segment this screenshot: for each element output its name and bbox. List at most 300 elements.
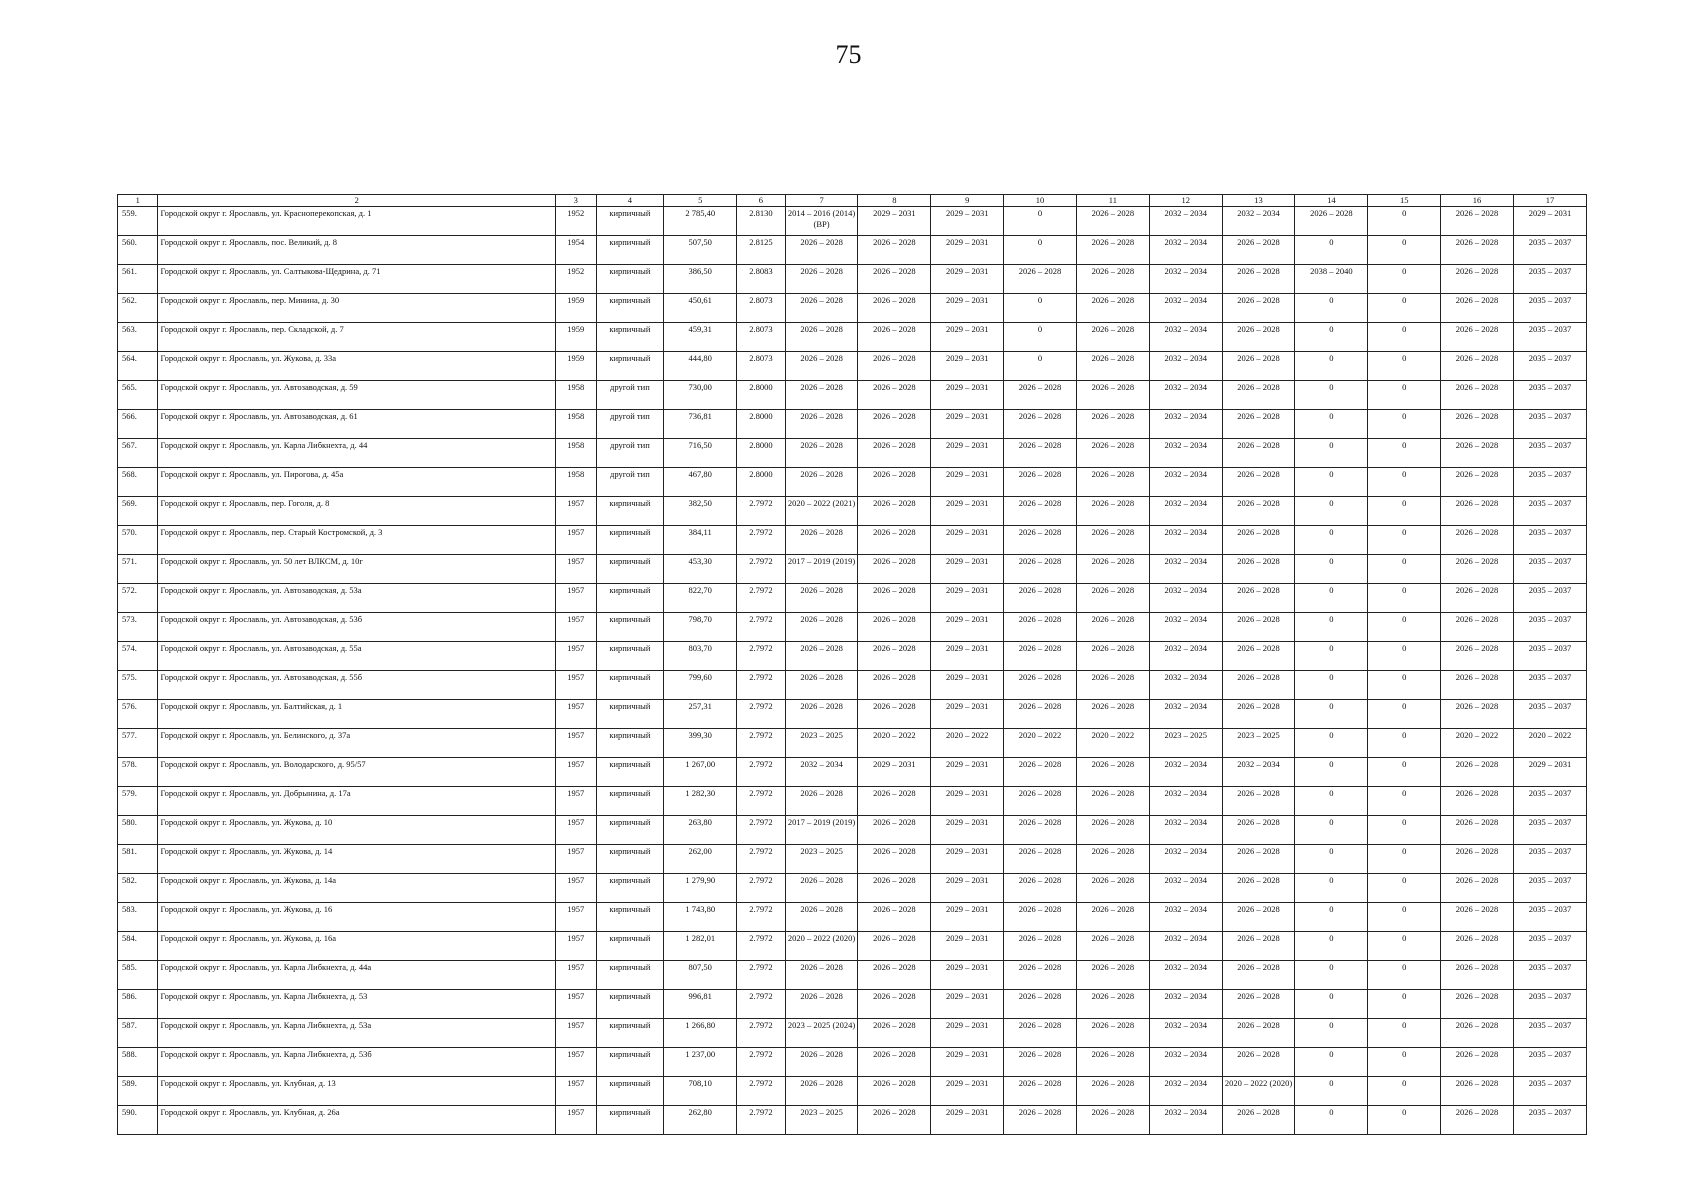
table-cell: 2032 – 2034: [785, 758, 858, 787]
address-cell: Городской округ г. Ярославль, ул. Белинского, д. 37а: [158, 729, 556, 758]
table-cell: 2029 – 2031: [931, 787, 1004, 816]
table-cell: 2026 – 2028: [785, 961, 858, 990]
table-row: [118, 265, 1587, 294]
table-cell: 2026 – 2028: [1076, 1019, 1149, 1048]
table-cell: 2020 – 2022: [1076, 729, 1149, 758]
table-cell: 1957: [556, 932, 596, 961]
row-number-cell: 565.: [118, 381, 158, 410]
table-cell: 2032 – 2034: [1149, 845, 1222, 874]
table-cell: 2026 – 2028: [785, 874, 858, 903]
table-cell: 1957: [556, 845, 596, 874]
table-cell: 2026 – 2028: [858, 932, 931, 961]
table-cell: 2032 – 2034: [1149, 903, 1222, 932]
table-cell: 2026 – 2028: [785, 294, 858, 323]
table-cell: 807,50: [664, 961, 737, 990]
column-header-11: 11: [1076, 195, 1149, 207]
table-cell: 0: [1004, 207, 1077, 236]
table-cell: 2029 – 2031: [931, 816, 1004, 845]
address-cell: Городской округ г. Ярославль, пос. Великий, д. 8: [158, 236, 556, 265]
table-cell: 1958: [556, 439, 596, 468]
table-cell: 2026 – 2028: [1076, 961, 1149, 990]
table-cell: кирпичный: [596, 207, 664, 236]
table-cell: 2032 – 2034: [1222, 207, 1295, 236]
table-cell: 2020 – 2022 (2020): [1222, 1077, 1295, 1106]
table-cell: 0: [1368, 874, 1441, 903]
table-cell: 2026 – 2028: [1222, 816, 1295, 845]
table-cell: 1 282,01: [664, 932, 737, 961]
address-cell: Городской округ г. Ярославль, ул. Автозаводская, д. 55б: [158, 671, 556, 700]
table-cell: кирпичный: [596, 903, 664, 932]
table-cell: 2.7972: [737, 497, 786, 526]
table-cell: 2038 – 2040: [1295, 265, 1368, 294]
table-cell: 0: [1368, 323, 1441, 352]
table-cell: другой тип: [596, 468, 664, 497]
table-cell: 716,50: [664, 439, 737, 468]
table-cell: 2026 – 2028: [1222, 787, 1295, 816]
table-cell: 2026 – 2028: [1441, 207, 1514, 236]
table-cell: 2026 – 2028: [1004, 874, 1077, 903]
table-cell: 2032 – 2034: [1149, 1106, 1222, 1135]
table-cell: 2029 – 2031: [858, 207, 931, 236]
table-cell: 453,30: [664, 555, 737, 584]
table-cell: 0: [1368, 468, 1441, 497]
table-cell: 2032 – 2034: [1149, 758, 1222, 787]
column-header-15: 15: [1368, 195, 1441, 207]
table-cell: кирпичный: [596, 236, 664, 265]
table-cell: 2035 – 2037: [1513, 584, 1586, 613]
table-cell: 2029 – 2031: [931, 845, 1004, 874]
table-cell: 2026 – 2028: [1076, 874, 1149, 903]
table-cell: 2026 – 2028: [785, 410, 858, 439]
table-cell: 0: [1368, 787, 1441, 816]
table-cell: 0: [1368, 700, 1441, 729]
table-cell: 2026 – 2028: [785, 642, 858, 671]
table-cell: 0: [1368, 236, 1441, 265]
table-cell: 2026 – 2028: [1222, 903, 1295, 932]
table-cell: 1 266,80: [664, 1019, 737, 1048]
column-header-12: 12: [1149, 195, 1222, 207]
table-cell: 2023 – 2025: [785, 845, 858, 874]
table-cell: 2026 – 2028: [1441, 1048, 1514, 1077]
table-cell: 2026 – 2028: [1441, 932, 1514, 961]
table-cell: 0: [1368, 729, 1441, 758]
table-cell: 2026 – 2028: [858, 294, 931, 323]
table-cell: 2035 – 2037: [1513, 932, 1586, 961]
table-cell: 0: [1368, 410, 1441, 439]
table-cell: 2026 – 2028: [1441, 323, 1514, 352]
table-cell: 2.7972: [737, 671, 786, 700]
table-cell: другой тип: [596, 410, 664, 439]
table-cell: 257,31: [664, 700, 737, 729]
table-cell: 2029 – 2031: [931, 323, 1004, 352]
row-number-cell: 576.: [118, 700, 158, 729]
address-cell: Городской округ г. Ярославль, ул. Балтийская, д. 1: [158, 700, 556, 729]
table-row: [118, 729, 1587, 758]
table-cell: 2029 – 2031: [931, 932, 1004, 961]
row-number-cell: 581.: [118, 845, 158, 874]
address-cell: Городской округ г. Ярославль, ул. Карла Либкнехта, д. 53а: [158, 1019, 556, 1048]
table-cell: 2026 – 2028: [1222, 265, 1295, 294]
table-row: [118, 555, 1587, 584]
table-cell: 2014 – 2016 (2014) (ВР): [785, 207, 858, 236]
table-cell: 2032 – 2034: [1149, 642, 1222, 671]
table-cell: 798,70: [664, 613, 737, 642]
table-cell: 2.7972: [737, 874, 786, 903]
table-cell: кирпичный: [596, 1048, 664, 1077]
table-cell: 2.8000: [737, 381, 786, 410]
table-cell: кирпичный: [596, 990, 664, 1019]
table-cell: 2035 – 2037: [1513, 410, 1586, 439]
table-cell: 708,10: [664, 1077, 737, 1106]
table-cell: кирпичный: [596, 961, 664, 990]
address-cell: Городской округ г. Ярославль, пер. Складской, д. 7: [158, 323, 556, 352]
table-cell: 2.7972: [737, 729, 786, 758]
table-cell: 2026 – 2028: [858, 497, 931, 526]
table-cell: 2020 – 2022: [931, 729, 1004, 758]
table-cell: 2026 – 2028: [1076, 816, 1149, 845]
table-cell: 2026 – 2028: [858, 961, 931, 990]
table-cell: 0: [1295, 787, 1368, 816]
table-row: [118, 1106, 1587, 1135]
table-cell: 2026 – 2028: [1004, 410, 1077, 439]
table-cell: 2026 – 2028: [1222, 439, 1295, 468]
table-cell: 2026 – 2028: [858, 613, 931, 642]
table-cell: 2029 – 2031: [931, 613, 1004, 642]
column-header-16: 16: [1441, 195, 1514, 207]
column-header-9: 9: [931, 195, 1004, 207]
table-cell: 0: [1368, 961, 1441, 990]
table-cell: 2.8083: [737, 265, 786, 294]
table-cell: 2026 – 2028: [1222, 323, 1295, 352]
table-cell: 2035 – 2037: [1513, 1048, 1586, 1077]
table-cell: 2026 – 2028: [1076, 584, 1149, 613]
table-cell: 0: [1295, 642, 1368, 671]
table-cell: 2.7972: [737, 787, 786, 816]
table-cell: 2026 – 2028: [1222, 236, 1295, 265]
table-cell: 2.7972: [737, 845, 786, 874]
table-cell: 1957: [556, 1106, 596, 1135]
table-cell: 0: [1295, 729, 1368, 758]
address-cell: Городской округ г. Ярославль, ул. Клубная, д. 26а: [158, 1106, 556, 1135]
table-cell: 2.7972: [737, 932, 786, 961]
table-cell: 2026 – 2028: [858, 787, 931, 816]
table-cell: 2.7972: [737, 961, 786, 990]
table-cell: 2026 – 2028: [1222, 990, 1295, 1019]
row-number-cell: 573.: [118, 613, 158, 642]
table-cell: 2032 – 2034: [1149, 352, 1222, 381]
table-cell: 2026 – 2028: [1076, 497, 1149, 526]
table-cell: 2026 – 2028: [1004, 468, 1077, 497]
table-row: [118, 526, 1587, 555]
table-cell: 2.7972: [737, 1048, 786, 1077]
table-cell: 2035 – 2037: [1513, 236, 1586, 265]
address-cell: Городской округ г. Ярославль, ул. Карла Либкнехта, д. 53: [158, 990, 556, 1019]
table-cell: 0: [1295, 816, 1368, 845]
table-cell: 2029 – 2031: [931, 265, 1004, 294]
address-cell: Городской округ г. Ярославль, ул. Автозаводская, д. 59: [158, 381, 556, 410]
table-cell: 2029 – 2031: [931, 1106, 1004, 1135]
table-cell: 1958: [556, 410, 596, 439]
table-cell: 2035 – 2037: [1513, 1019, 1586, 1048]
table-cell: 2026 – 2028: [1004, 990, 1077, 1019]
table-row: [118, 700, 1587, 729]
table-cell: 2026 – 2028: [1004, 932, 1077, 961]
table-cell: 1957: [556, 584, 596, 613]
table-cell: 2032 – 2034: [1149, 323, 1222, 352]
table-cell: 2026 – 2028: [858, 990, 931, 1019]
row-number-cell: 590.: [118, 1106, 158, 1135]
table-cell: 2026 – 2028: [1076, 294, 1149, 323]
table-cell: 2026 – 2028: [858, 1077, 931, 1106]
table-cell: 0: [1368, 497, 1441, 526]
table-cell: кирпичный: [596, 555, 664, 584]
address-cell: Городской округ г. Ярославль, ул. Салтыкова-Щедрина, д. 71: [158, 265, 556, 294]
table-cell: 2026 – 2028: [785, 265, 858, 294]
table-cell: 2.7972: [737, 816, 786, 845]
table-cell: 2.8073: [737, 323, 786, 352]
table-cell: 0: [1368, 932, 1441, 961]
table-cell: 2029 – 2031: [1513, 758, 1586, 787]
table-cell: 2026 – 2028: [1222, 613, 1295, 642]
table-cell: 2029 – 2031: [931, 207, 1004, 236]
table-row: [118, 787, 1587, 816]
table-cell: 0: [1295, 352, 1368, 381]
table-cell: 1957: [556, 787, 596, 816]
table-cell: 2026 – 2028: [1004, 700, 1077, 729]
table-cell: 2026 – 2028: [1222, 584, 1295, 613]
address-cell: Городской округ г. Ярославль, ул. Володарского, д. 95/57: [158, 758, 556, 787]
table-cell: 1957: [556, 497, 596, 526]
row-number-cell: 568.: [118, 468, 158, 497]
table-cell: 2029 – 2031: [931, 874, 1004, 903]
table-row: [118, 584, 1587, 613]
row-number-cell: 575.: [118, 671, 158, 700]
table-cell: 1 237,00: [664, 1048, 737, 1077]
table-cell: 2035 – 2037: [1513, 1106, 1586, 1135]
table-cell: 1957: [556, 758, 596, 787]
table-cell: 2026 – 2028: [1004, 439, 1077, 468]
table-cell: 1957: [556, 700, 596, 729]
table-cell: кирпичный: [596, 352, 664, 381]
row-number-cell: 562.: [118, 294, 158, 323]
table-row: [118, 990, 1587, 1019]
table-cell: 2.8073: [737, 294, 786, 323]
table-cell: 2020 – 2022: [1441, 729, 1514, 758]
table-cell: 2.7972: [737, 1019, 786, 1048]
table-row: [118, 613, 1587, 642]
table-cell: 2026 – 2028: [1076, 207, 1149, 236]
table-cell: 2026 – 2028: [1441, 990, 1514, 1019]
table-cell: 2026 – 2028: [1441, 642, 1514, 671]
row-number-cell: 582.: [118, 874, 158, 903]
address-cell: Городской округ г. Ярославль, пер. Гоголя, д. 8: [158, 497, 556, 526]
table-cell: 1 282,30: [664, 787, 737, 816]
table-cell: 2032 – 2034: [1149, 468, 1222, 497]
table-cell: 0: [1295, 700, 1368, 729]
address-cell: Городской округ г. Ярославль, ул. Автозаводская, д. 53б: [158, 613, 556, 642]
table-cell: 2029 – 2031: [858, 758, 931, 787]
table-cell: 2035 – 2037: [1513, 265, 1586, 294]
table-cell: 2029 – 2031: [931, 903, 1004, 932]
table-cell: 2035 – 2037: [1513, 1077, 1586, 1106]
table-cell: 2 785,40: [664, 207, 737, 236]
table-cell: 467,80: [664, 468, 737, 497]
table-cell: 459,31: [664, 323, 737, 352]
table-cell: 444,80: [664, 352, 737, 381]
table-cell: 0: [1004, 236, 1077, 265]
table-cell: 2026 – 2028: [1441, 555, 1514, 584]
table-cell: 2026 – 2028: [1076, 381, 1149, 410]
address-cell: Городской округ г. Ярославль, ул. Карла Либкнехта, д. 44а: [158, 961, 556, 990]
table-row: [118, 1019, 1587, 1048]
address-cell: Городской округ г. Ярославль, ул. Пирогова, д. 45а: [158, 468, 556, 497]
row-number-cell: 583.: [118, 903, 158, 932]
table-cell: 2029 – 2031: [931, 236, 1004, 265]
row-number-cell: 563.: [118, 323, 158, 352]
table-cell: 2029 – 2031: [931, 671, 1004, 700]
table-cell: 2029 – 2031: [931, 1019, 1004, 1048]
table-cell: 2020 – 2022: [1513, 729, 1586, 758]
table-cell: 2026 – 2028: [1441, 468, 1514, 497]
table-cell: 2026 – 2028: [785, 526, 858, 555]
table-cell: 2026 – 2028: [1222, 1019, 1295, 1048]
row-number-cell: 589.: [118, 1077, 158, 1106]
table-cell: 2032 – 2034: [1149, 207, 1222, 236]
address-cell: Городской округ г. Ярославль, ул. Автозаводская, д. 53а: [158, 584, 556, 613]
table-cell: 2032 – 2034: [1149, 236, 1222, 265]
table-row: [118, 1077, 1587, 1106]
table-cell: 2026 – 2028: [1004, 1019, 1077, 1048]
table-cell: 803,70: [664, 642, 737, 671]
table-cell: 2029 – 2031: [931, 381, 1004, 410]
table-cell: 382,50: [664, 497, 737, 526]
table-row: [118, 874, 1587, 903]
table-cell: 2026 – 2028: [785, 903, 858, 932]
table-cell: 0: [1368, 845, 1441, 874]
table-cell: 0: [1004, 352, 1077, 381]
table-cell: 1959: [556, 352, 596, 381]
table-cell: 2026 – 2028: [1076, 903, 1149, 932]
table-cell: 2026 – 2028: [1076, 526, 1149, 555]
table-cell: 2032 – 2034: [1149, 381, 1222, 410]
table-cell: 2026 – 2028: [1222, 700, 1295, 729]
table-cell: 2020 – 2022: [858, 729, 931, 758]
table-cell: 0: [1368, 526, 1441, 555]
address-cell: Городской округ г. Ярославль, ул. Карла Либкнехта, д. 53б: [158, 1048, 556, 1077]
column-header-6: 6: [737, 195, 786, 207]
table-cell: 2026 – 2028: [785, 1077, 858, 1106]
table-cell: 2026 – 2028: [1004, 584, 1077, 613]
table-cell: 0: [1368, 758, 1441, 787]
table-cell: 0: [1295, 1019, 1368, 1048]
table-cell: 2029 – 2031: [931, 439, 1004, 468]
address-cell: Городской округ г. Ярославль, ул. Карла Либкнехта, д. 44: [158, 439, 556, 468]
table-cell: 1957: [556, 555, 596, 584]
table-cell: 0: [1295, 613, 1368, 642]
table-cell: 2023 – 2025: [785, 729, 858, 758]
table-cell: 2029 – 2031: [931, 294, 1004, 323]
table-cell: 1 279,90: [664, 874, 737, 903]
table-cell: 2026 – 2028: [1222, 381, 1295, 410]
table-cell: 2026 – 2028: [785, 381, 858, 410]
table-cell: 0: [1295, 236, 1368, 265]
row-number-cell: 580.: [118, 816, 158, 845]
table-cell: 2026 – 2028: [1441, 874, 1514, 903]
table-cell: 2.8130: [737, 207, 786, 236]
table-cell: 0: [1368, 1106, 1441, 1135]
address-cell: Городской округ г. Ярославль, ул. Жукова, д. 16а: [158, 932, 556, 961]
table-cell: 1957: [556, 990, 596, 1019]
table-cell: кирпичный: [596, 1106, 664, 1135]
table-cell: 2032 – 2034: [1149, 526, 1222, 555]
column-header-10: 10: [1004, 195, 1077, 207]
table-cell: 0: [1368, 613, 1441, 642]
table-cell: 2026 – 2028: [1441, 758, 1514, 787]
row-number-cell: 587.: [118, 1019, 158, 1048]
table-cell: 2026 – 2028: [1441, 526, 1514, 555]
table-cell: 2026 – 2028: [858, 874, 931, 903]
table-cell: 2026 – 2028: [1076, 1077, 1149, 1106]
table-cell: 2026 – 2028: [1076, 410, 1149, 439]
table-cell: 0: [1295, 1077, 1368, 1106]
table-cell: 2026 – 2028: [858, 323, 931, 352]
table-cell: 2035 – 2037: [1513, 787, 1586, 816]
table-cell: 2023 – 2025 (2024): [785, 1019, 858, 1048]
row-number-cell: 566.: [118, 410, 158, 439]
table-cell: 1957: [556, 903, 596, 932]
table-cell: 2026 – 2028: [785, 1048, 858, 1077]
column-header-4: 4: [596, 195, 664, 207]
table-cell: 730,00: [664, 381, 737, 410]
table-cell: 2029 – 2031: [931, 1077, 1004, 1106]
table-cell: 0: [1368, 207, 1441, 236]
table-cell: 2026 – 2028: [1222, 1106, 1295, 1135]
table-cell: 2026 – 2028: [1004, 787, 1077, 816]
table-cell: 2026 – 2028: [1076, 671, 1149, 700]
table-cell: 2026 – 2028: [1004, 642, 1077, 671]
table-cell: 0: [1295, 903, 1368, 932]
table-cell: 2026 – 2028: [785, 613, 858, 642]
table-cell: 2026 – 2028: [1222, 468, 1295, 497]
row-number-cell: 572.: [118, 584, 158, 613]
table-row: [118, 236, 1587, 265]
table-cell: 0: [1295, 497, 1368, 526]
table-cell: 2026 – 2028: [858, 410, 931, 439]
table-cell: 2026 – 2028: [1076, 990, 1149, 1019]
table-cell: 2035 – 2037: [1513, 961, 1586, 990]
table-cell: 2026 – 2028: [1441, 816, 1514, 845]
table-cell: 2.7972: [737, 903, 786, 932]
row-number-cell: 570.: [118, 526, 158, 555]
table-cell: 0: [1295, 1048, 1368, 1077]
table-cell: кирпичный: [596, 932, 664, 961]
table-cell: кирпичный: [596, 584, 664, 613]
table-cell: 2.7972: [737, 555, 786, 584]
table-cell: 2035 – 2037: [1513, 613, 1586, 642]
address-cell: Городской округ г. Ярославль, пер. Минина, д. 30: [158, 294, 556, 323]
table-cell: 2026 – 2028: [1004, 1077, 1077, 1106]
table-cell: 2026 – 2028: [1076, 932, 1149, 961]
table-cell: 2029 – 2031: [931, 1048, 1004, 1077]
table-cell: 2026 – 2028: [1076, 613, 1149, 642]
table-cell: 2026 – 2028: [1222, 526, 1295, 555]
table-cell: 2029 – 2031: [931, 584, 1004, 613]
table-cell: кирпичный: [596, 1019, 664, 1048]
table-cell: 2.7972: [737, 584, 786, 613]
header-row: [118, 195, 1587, 207]
table-cell: 2026 – 2028: [1076, 1048, 1149, 1077]
table-cell: 2026 – 2028: [1441, 671, 1514, 700]
